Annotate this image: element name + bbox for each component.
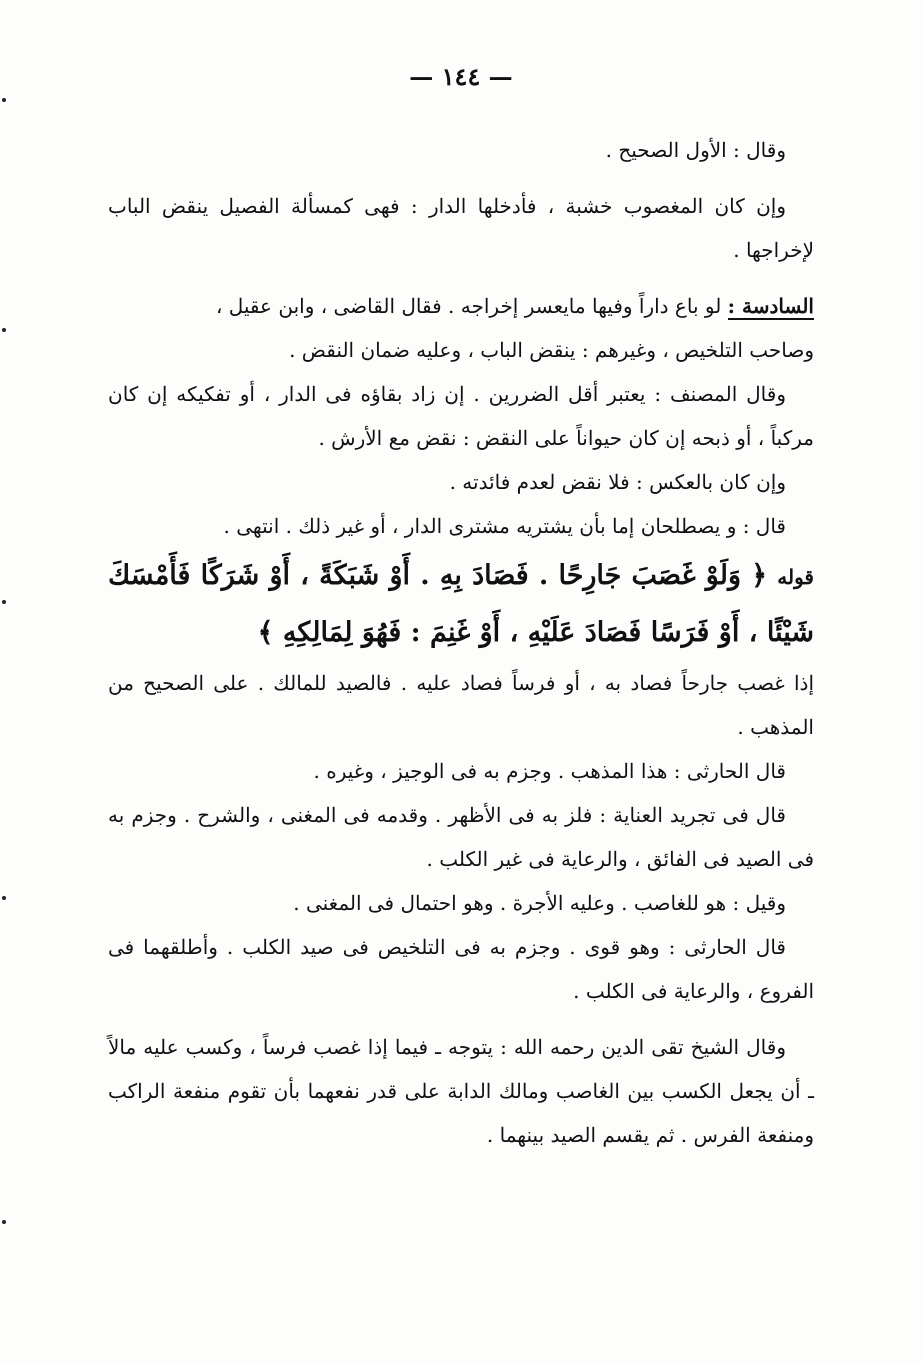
- paragraph: وقال الشيخ تقى الدين رحمه الله : يتوجه ـ فيما إذا غصب فرساً ، وكسب عليه مالاً ـ أن يجعل الكسب بين الغاصب ومالك الدابة على قدر نفعهما بأن تقوم منفعة الراكب ومنفعة الفرس . ثم يقسم الصيد بينهما .: [108, 1035, 814, 1147]
- paragraph: قال الحارثى : وهو قوى . وجزم به فى التلخيص فى صيد الكلب . وأطلقهما فى الفروع ، والرعاية فى الكلب .: [108, 935, 814, 1003]
- margin-dot: [2, 1220, 6, 1224]
- margin-dot: [2, 896, 6, 900]
- paragraph: قال الحارثى : هذا المذهب . وجزم به فى الوجيز ، وغيره .: [313, 759, 786, 783]
- paragraph: وقيل : هو للغاصب . وعليه الأجرة . وهو احتمال فى المغنى .: [293, 891, 786, 915]
- margin-dot: [2, 98, 6, 102]
- quoted-matn: [108, 548, 814, 661]
- sadisa-text: لو باع داراً وفيها مايعسر إخراجه . فقال القاضى ، وابن عقيل ،: [215, 294, 722, 318]
- paragraph: وقال : الأول الصحيح .: [605, 138, 786, 162]
- paragraph: وإن كان بالعكس : فلا نقض لعدم فائدته .: [449, 470, 786, 494]
- page-number: — ١٤٤ —: [409, 62, 513, 91]
- sadisa-label: السادسة :: [727, 294, 814, 318]
- paragraph: وقال المصنف : يعتبر أقل الضررين . إن زاد بقاؤه فى الدار ، أو تفكيكه إن كان مركباً ، أو ذبحه إن كان حيواناً على النقض : نقض مع الأرش .: [108, 382, 814, 450]
- paragraph: وإن كان المغصوب خشبة ، فأدخلها الدار : فهى كمسألة الفصيل ينقض الباب لإخراجها .: [108, 194, 814, 262]
- paragraph: قال فى تجريد العناية : فلز به فى الأظهر . وقدمه فى المغنى ، والشرح . وجزم به فى الصيد فى الفائق ، والرعاية فى غير الكلب .: [108, 803, 814, 871]
- margin-dot: [2, 328, 6, 332]
- margin-dot: [2, 600, 6, 604]
- paragraph: إذا غصب جارحاً فصاد به ، أو فرساً فصاد عليه . فالصيد للمالك . على الصحيح من المذهب .: [108, 671, 814, 739]
- paragraph: وصاحب التلخيص ، وغيرهم : ينقض الباب ، وعليه ضمان النقض .: [289, 338, 814, 362]
- sadisa-paragraph: [108, 284, 814, 328]
- body-text: [108, 128, 814, 1157]
- quote-lead: قوله: [777, 565, 814, 589]
- quote-text: ﴿ وَلَوْ غَصَبَ جَارِحًا . فَصَادَ بِهِ . أَوْ شَبَكَةً ، أَوْ شَرَكًا فَأَمْسَكَ شَيْئًا ، أَوْ فَرَسًا فَصَادَ عَلَيْهِ ، أَوْ غَنِمَ : فَهُوَ لِمَالِكِهِ ﴾: [108, 560, 814, 648]
- paragraph: قال : و يصطلحان إما بأن يشتريه مشترى الدار ، أو غير ذلك . انتهى .: [223, 514, 786, 538]
